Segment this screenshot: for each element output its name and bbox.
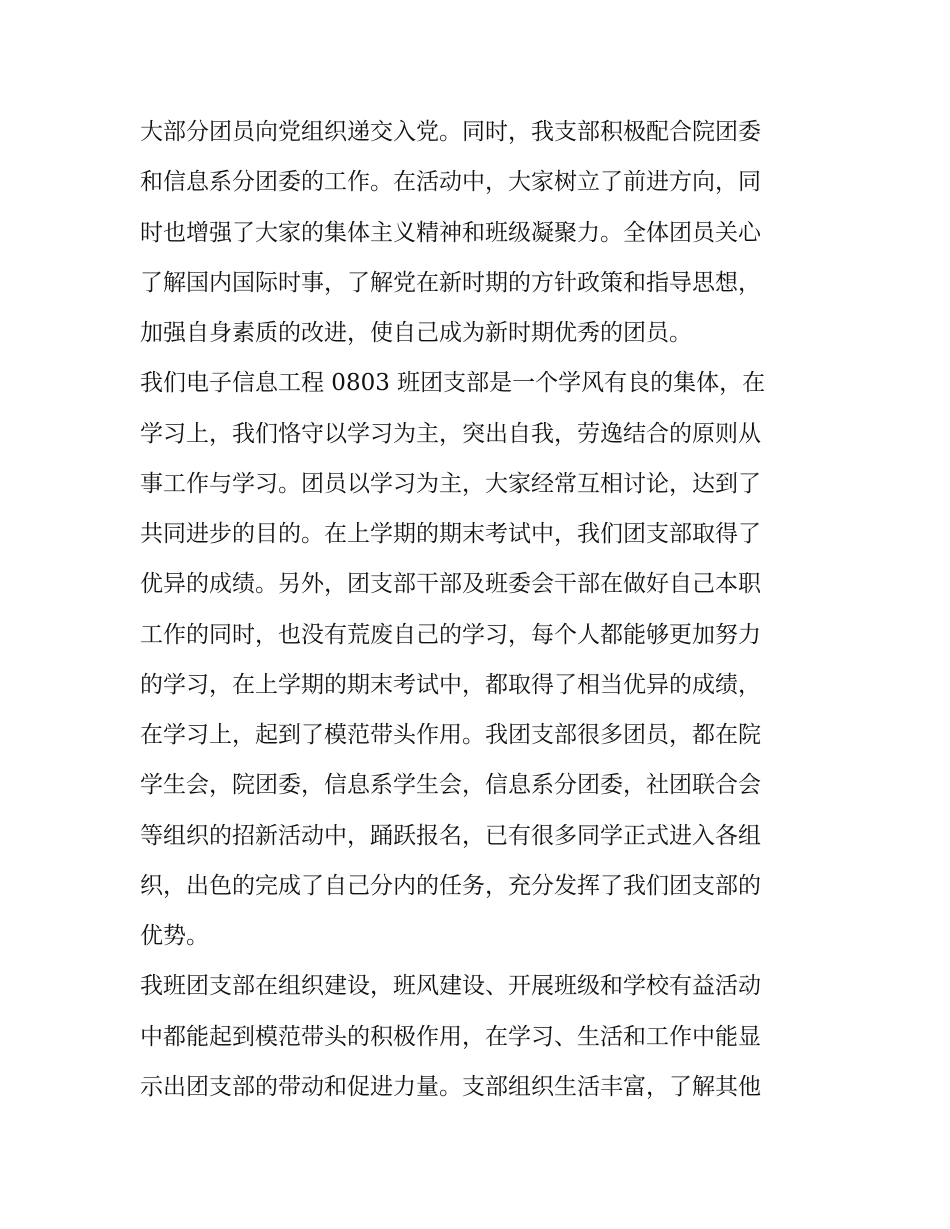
text-line: 优异的成绩。另外，团支部干部及班委会干部在做好自己本职 [140, 571, 761, 598]
text-line: 我们电子信息工程 0803 班团支部是一个学风有良的集体，在 [140, 370, 766, 397]
text-line: 时也增强了大家的集体主义精神和班级凝聚力。全体团员关心 [140, 219, 761, 246]
text-line: 共同进步的目的。在上学期的期末考试中，我们团支部取得了 [140, 521, 761, 547]
text-line: 的学习，在上学期的期末考试中，都取得了相当优异的成绩， [140, 671, 761, 698]
text-line: 优势。 [140, 923, 209, 949]
text-line: 中都能起到模范带头的积极作用，在学习、生活和工作中能显 [140, 1023, 761, 1050]
text-line: 和信息系分团委的工作。在活动中，大家树立了前进方向，同 [140, 169, 761, 196]
text-line: 在学习上，起到了模范带头作用。我团支部很多团员，都在院 [140, 722, 761, 748]
text-line: 织，出色的完成了自己分内的任务，充分发挥了我们团支部的 [140, 872, 761, 899]
text-line: 事工作与学习。团员以学习为主，大家经常互相讨论，达到了 [140, 470, 761, 497]
text-line: 等组织的招新活动中，踊跃报名，已有很多同学正式进入各组 [140, 822, 761, 849]
text-line: 大部分团员向党组织递交入党。同时，我支部积极配合院团委 [140, 119, 761, 145]
text-line: 工作的同时，也没有荒废自己的学习，每个人都能够更加努力 [140, 621, 761, 648]
text-line: 示出团支部的带动和促进力量。支部组织生活丰富，了解其他 [140, 1073, 761, 1100]
text-line: 学习上，我们恪守以学习为主，突出自我，劳逸结合的原则从 [140, 420, 761, 447]
text-line: 我班团支部在组织建设，班风建设、开展班级和学校有益活动 [140, 973, 761, 1000]
document-body [140, 107, 820, 1112]
text-line: 学生会，院团委，信息系学生会，信息系分团委，社团联合会 [140, 772, 761, 799]
text-line: 加强自身素质的改进，使自己成为新时期优秀的团员。 [140, 320, 692, 346]
text-line: 了解国内国际时事，了解党在新时期的方针政策和指导思想， [140, 269, 761, 296]
